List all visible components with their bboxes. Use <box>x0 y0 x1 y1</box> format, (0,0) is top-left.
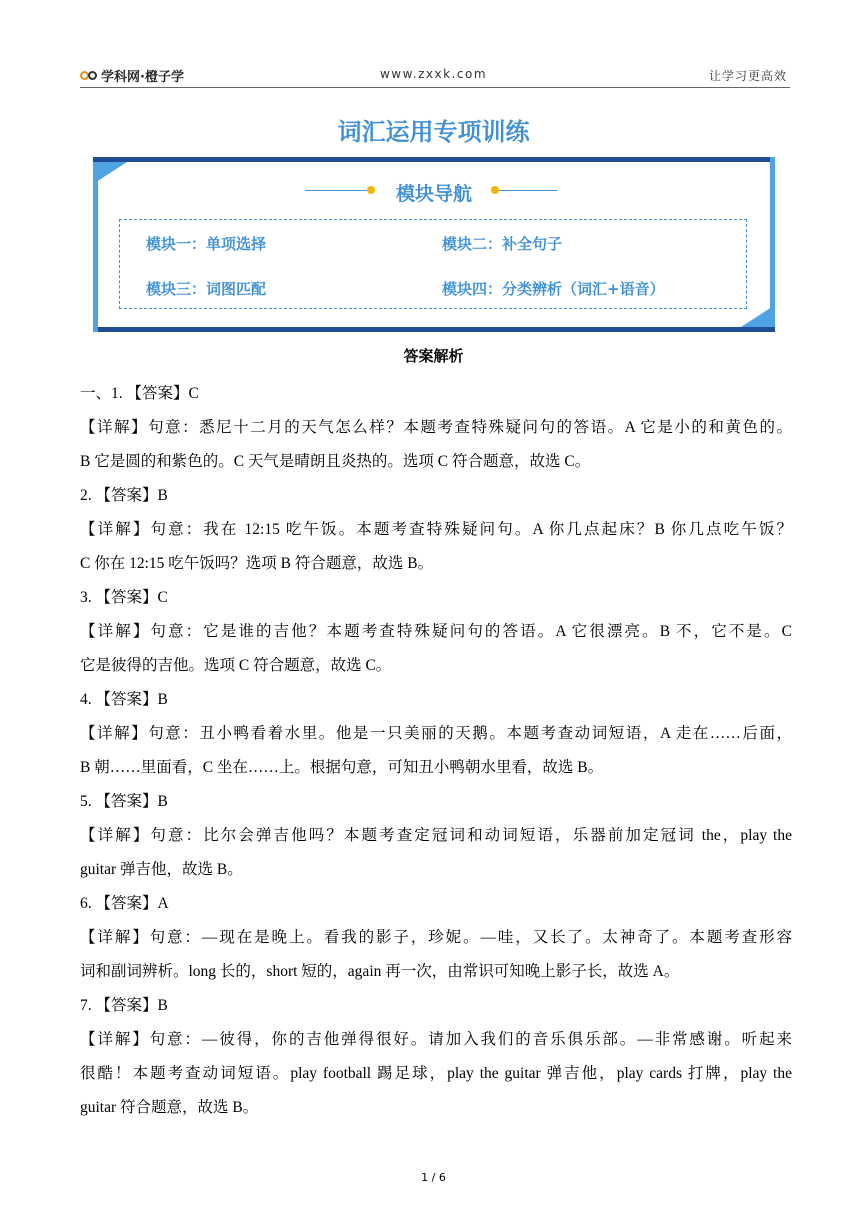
page-title: 词汇运用专项训练 <box>337 118 530 146</box>
explanation-line: C 你在 12:15 吃午饭吗？选项 B 符合题意，故选 B。 <box>80 555 434 572</box>
explanation-line: 【详解】句意：悉尼十二月的天气怎么样？本题考查特殊疑问句的答语。A 它是小的和黄色的。 <box>80 419 792 436</box>
module-item[interactable]: 模块一：单项选择 <box>146 235 267 253</box>
explanation-line: B 它是圆的和紫色的。C 天气是晴朗且炎热的。选项 C 符合题意，故选 C。 <box>80 453 591 470</box>
logo-text: 学科网·橙子学 <box>101 70 184 85</box>
answer-heading: 一、1. 【答案】C <box>80 385 199 402</box>
explanation-line: 【详解】句意：比尔会弹吉他吗？本题考查定冠词和动词短语，乐器前加定冠词 the，play the <box>80 827 792 844</box>
answer-heading: 5. 【答案】B <box>80 793 168 810</box>
answer-heading: 4. 【答案】B <box>80 691 168 708</box>
module-nav-box <box>93 157 775 332</box>
explanation-line: 词和副词辨析。long 长的，short 短的，again 再一次，由常识可知晚上影子长，故选 A。 <box>80 963 680 980</box>
answer-heading: 2. 【答案】B <box>80 487 168 504</box>
nav-heading-line-right <box>499 190 557 191</box>
explanation-line: 【详解】句意：它是谁的吉他？本题考查特殊疑问句的答语。A 它很漂亮。B 不，它不是。C <box>80 623 792 640</box>
slogan: 让学习更高效 <box>708 69 787 83</box>
explanation-line: 【详解】句意：丑小鸭看着水里。他是一只美丽的天鹅。本题考查动词短语，A 走在……后面， <box>80 725 792 742</box>
module-item[interactable]: 模块三：词图匹配 <box>146 280 267 298</box>
explanation-line: 【详解】句意：—现在是晚上。看我的影子，珍妮。—哇，又长了。太神奇了。本题考查形容 <box>80 929 792 946</box>
page-header <box>0 0 867 90</box>
page-number: 1 / 6 <box>421 1171 446 1184</box>
explanation-line: 【详解】句意：—彼得，你的吉他弹得很好。请加入我们的音乐俱乐部。—非常感谢。听起来 <box>80 1031 792 1048</box>
explanation-line: 【详解】句意：我在 12:15 吃午饭。本题考查特殊疑问句。A 你几点起床？B 你几点吃午饭？ <box>80 521 792 538</box>
answer-heading: 7. 【答案】B <box>80 997 168 1014</box>
site-url: www.zxxk.com <box>379 67 488 81</box>
explanation-line: 很酷！本题考查动词短语。play football 踢足球，play the guitar 弹吉他，play cards 打牌，play the <box>80 1065 792 1082</box>
answer-heading: 6. 【答案】A <box>80 895 169 912</box>
nav-box-top-border <box>93 157 775 162</box>
nav-heading-dot-right <box>491 186 499 194</box>
answer-section-title: 答案解析 <box>403 347 464 365</box>
explanation-line: 它是彼得的吉他。选项 C 符合题意，故选 C。 <box>80 657 392 674</box>
explanation-line: guitar 弹吉他，故选 B。 <box>80 861 243 878</box>
header-divider <box>80 87 790 88</box>
module-item[interactable]: 模块二：补全句子 <box>442 235 563 253</box>
nav-box-bottom-border <box>93 327 775 332</box>
answer-heading: 3. 【答案】C <box>80 589 168 606</box>
explanation-line: guitar 符合题意，故选 B。 <box>80 1099 259 1116</box>
module-item[interactable]: 模块四：分类辨析（词汇+语音） <box>442 280 665 298</box>
answer-content <box>80 377 792 1125</box>
explanation-line: B 朝……里面看，C 坐在……上。根据句意，可知丑小鸭朝水里看，故选 B。 <box>80 759 604 776</box>
nav-heading: 模块导航 <box>395 183 472 205</box>
